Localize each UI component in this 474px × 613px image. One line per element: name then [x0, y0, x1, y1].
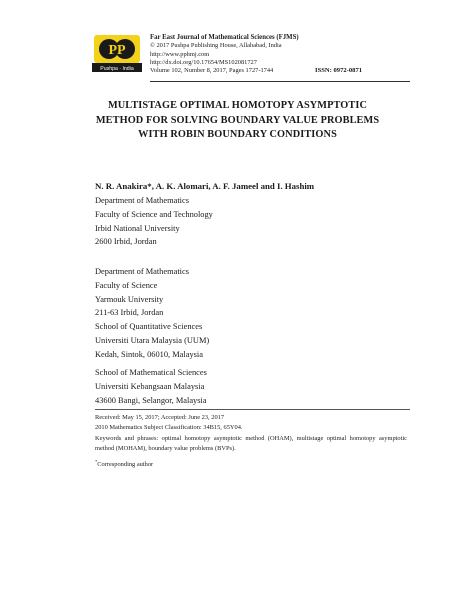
journal-header: [150, 34, 400, 75]
affiliation-line: 2600 Irbid, Jordan: [95, 237, 157, 247]
publisher-logo: [92, 35, 142, 75]
affiliation-line: Faculty of Science and Technology: [95, 209, 213, 219]
volume-info: Volume 102, Number 8, 2017, Pages 1727-1744: [150, 67, 274, 75]
affiliation-line: Department of Mathematics: [95, 196, 189, 205]
journal-url[interactable]: http://www.pphmj.com: [150, 50, 210, 58]
footer-divider: [95, 409, 410, 410]
paper-title: MULTISTAGE OPTIMAL HOMOTOPY ASYMPTOTIC METHOD FOR SOLVING BOUNDARY VALUE PROBLEMS WITH ROBIN BOUNDARY CONDITIONS: [95, 100, 380, 141]
affiliation-line: Kedah, Sintok, 06010, Malaysia: [95, 349, 203, 359]
journal-name: Far East Journal of Mathematical Sciences (FJMS): [150, 34, 299, 41]
copyright-line: © 2017 Pushpa Publishing House, Allahabad, India: [150, 42, 282, 50]
author-list: N. R. Anakira*, A. K. Alomari, A. F. Jameel and I. Hashim: [95, 181, 315, 191]
affiliation-line: School of Mathematical Sciences: [95, 368, 207, 377]
article-footnotes: [95, 413, 407, 470]
logo-ribbon-text: Pushpa · India: [100, 66, 134, 72]
keywords: Keywords and phrases: optimal homotopy asymptotic method (OHAM), multistage optimal homotopy asymptotic method (MOHAM), boundary value problems (BVPs).: [95, 435, 407, 452]
received-dates: Received: May 15, 2017; Accepted: June 23, 2017: [95, 414, 225, 421]
affiliation-line: Yarmouk University: [95, 294, 164, 304]
affiliation-2: [95, 265, 395, 320]
affiliation-line: 211-63 Irbid, Jordan: [95, 308, 164, 318]
asterisk-mark: *: [95, 459, 98, 464]
affiliation-line: Universiti Kebangsaan Malaysia: [95, 381, 205, 391]
affiliation-line: Department of Mathematics: [95, 267, 189, 276]
logo-letters: PP: [108, 43, 126, 58]
issn: ISSN: 0972-0871: [315, 67, 363, 74]
corresponding-note: [95, 457, 407, 470]
affiliation-line: Irbid National University: [95, 223, 180, 233]
affiliation-line: Universiti Utara Malaysia (UUM): [95, 335, 210, 345]
corresponding-label: Corresponding author: [97, 461, 154, 469]
affiliation-1: [95, 194, 395, 249]
affiliation-line: School of Quantitative Sciences: [95, 322, 203, 331]
affiliation-3: [95, 320, 395, 361]
affiliation-line: Faculty of Science: [95, 280, 158, 290]
affiliation-line: 43600 Bangi, Selangor, Malaysia: [95, 395, 207, 405]
affiliation-4: [95, 366, 395, 407]
header-divider: [150, 81, 410, 82]
msc-classification: 2010 Mathematics Subject Classification: 34B15, 65Y04.: [95, 424, 243, 431]
doi-link[interactable]: http://dx.doi.org/10.17654/MS102081727: [150, 58, 257, 66]
